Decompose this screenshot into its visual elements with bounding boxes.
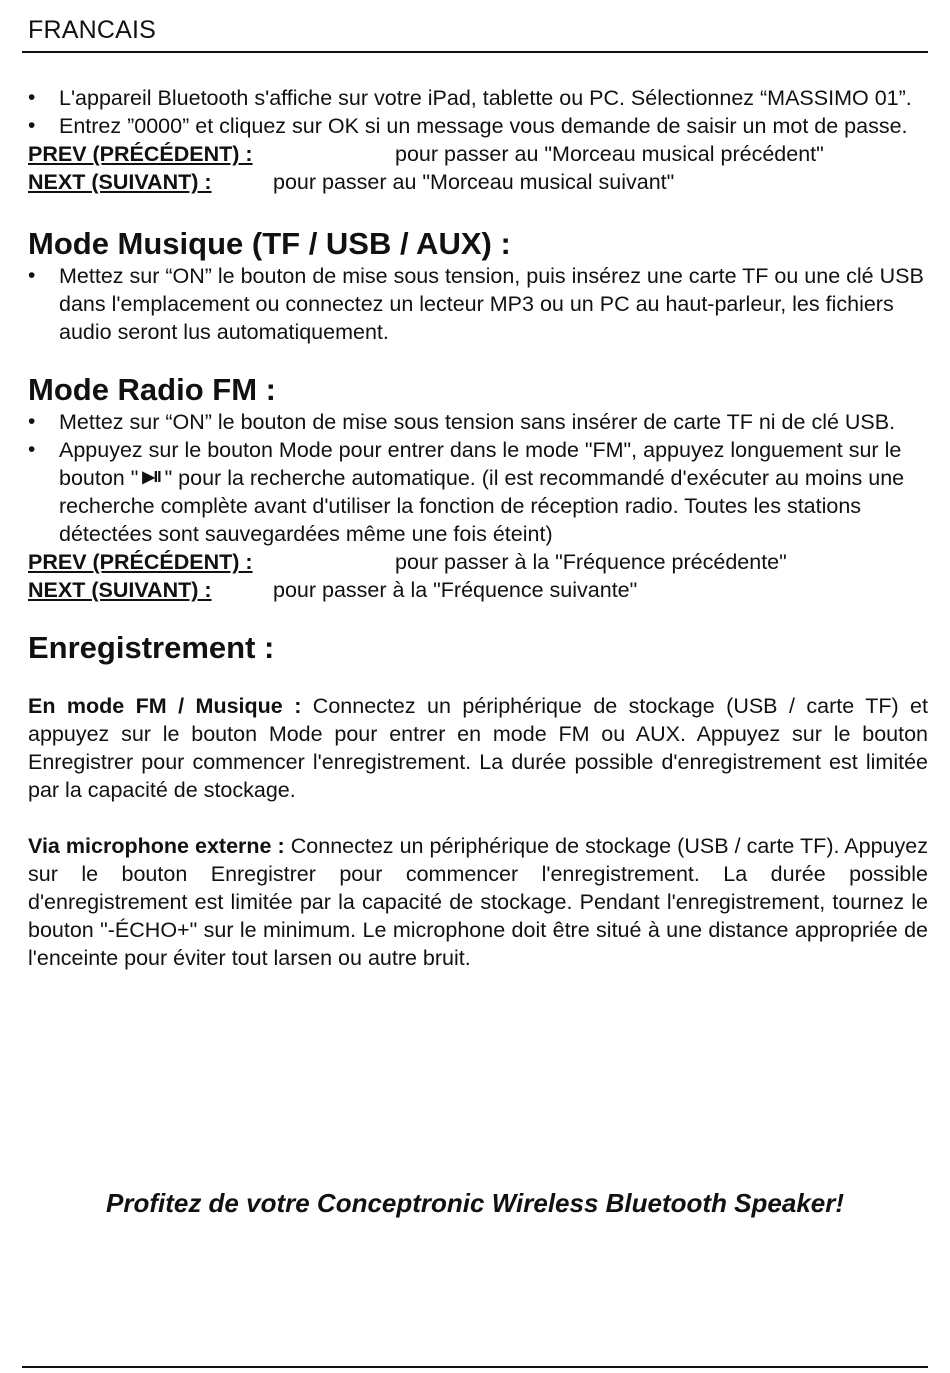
prev-track-line — [28, 140, 928, 168]
next-track-line — [28, 168, 928, 196]
paragraph-text: Connectez un périphérique de stockage (USB / carte TF). Appuyez sur le bouton Enregistrer pour commencer l'enregistrement. La durée possible d'enregistrement est limitée par la capacité de stockage. Pendant l'enregistrement, tournez le bouton "-ÉCHO+" sur le minimum. Le microphone doit être situé à une distance appropriée de l'enceinte pour éviter tout larsen ou autre bruit. — [28, 834, 928, 970]
section-title-music-mode: Mode Musique (TF / USB / AUX) : — [28, 226, 511, 261]
list-item: • Mettez sur “ON” le bouton de mise sous tension sans insérer de carte TF ni de clé USB. — [28, 408, 928, 436]
footer-rule — [22, 1366, 928, 1368]
next-description: pour passer au "Morceau musical suivant" — [273, 170, 675, 194]
paragraph-label: En mode FM / Musique : — [28, 694, 302, 718]
language-header: FRANCAIS — [28, 16, 157, 44]
prev-description: pour passer à la "Fréquence précédente" — [395, 550, 787, 574]
paragraph-label: Via microphone externe : — [28, 834, 285, 858]
paragraph-text: Connectez un périphérique de stockage (USB / carte TF) et appuyez sur le bouton Mode pour entrer en mode FM ou AUX. Appuyez sur le bouton Enregistrer pour commencer l'enregistrement. La durée possible d'enregistrement est limitée par la capacité de stockage. — [28, 694, 928, 802]
play-pause-icon: ▶II — [142, 469, 161, 486]
list-item-text: " pour la recherche automatique. (il est recommandé d'exécuter au moins une recherche complète avant d'utiliser la fonction de réception radio. Toutes les stations détectées sont sauvegardées même une fois éteint) — [59, 466, 905, 546]
prev-frequency-line — [28, 548, 928, 576]
list-item: • L'appareil Bluetooth s'affiche sur votre iPad, tablette ou PC. Sélectionnez “MASSIMO 01”. — [28, 84, 928, 112]
closing-message: Profitez de votre Conceptronic Wireless Bluetooth Speaker! — [105, 1188, 845, 1218]
list-item — [28, 436, 928, 548]
list-item-text: Appuyez sur le bouton Mode pour entrer dans le mode "FM", appuyez longuement sur le bouton " — [59, 438, 902, 490]
list-item: • Mettez sur “ON” le bouton de mise sous tension, puis insérez une carte TF ou une clé USB dans l'emplacement ou connectez un lecteur MP3 ou un PC au haut-parleur, les fichiers audio seront lus automatiquement. — [28, 262, 928, 346]
radio-mode-bullet-list — [28, 408, 928, 548]
section-title-radio-mode: Mode Radio FM : — [28, 372, 276, 407]
recording-microphone-paragraph — [28, 832, 928, 972]
next-description: pour passer à la "Fréquence suivante" — [273, 578, 638, 602]
recording-fm-music-paragraph — [28, 692, 928, 804]
music-mode-bullet-list — [28, 262, 928, 346]
bluetooth-bullet-list — [28, 84, 928, 140]
header-rule — [22, 51, 928, 53]
next-frequency-line — [28, 576, 928, 604]
prev-label: PREV (PRÉCÉDENT) : — [28, 550, 253, 574]
list-item: • Entrez ”0000” et cliquez sur OK si un message vous demande de saisir un mot de passe. — [28, 112, 928, 140]
next-label: NEXT (SUIVANT) : — [28, 578, 212, 602]
section-title-recording: Enregistrement : — [28, 630, 275, 665]
next-label: NEXT (SUIVANT) : — [28, 170, 212, 194]
prev-label: PREV (PRÉCÉDENT) : — [28, 142, 253, 166]
prev-description: pour passer au "Morceau musical précédent" — [395, 142, 824, 166]
page-content — [28, 84, 928, 972]
